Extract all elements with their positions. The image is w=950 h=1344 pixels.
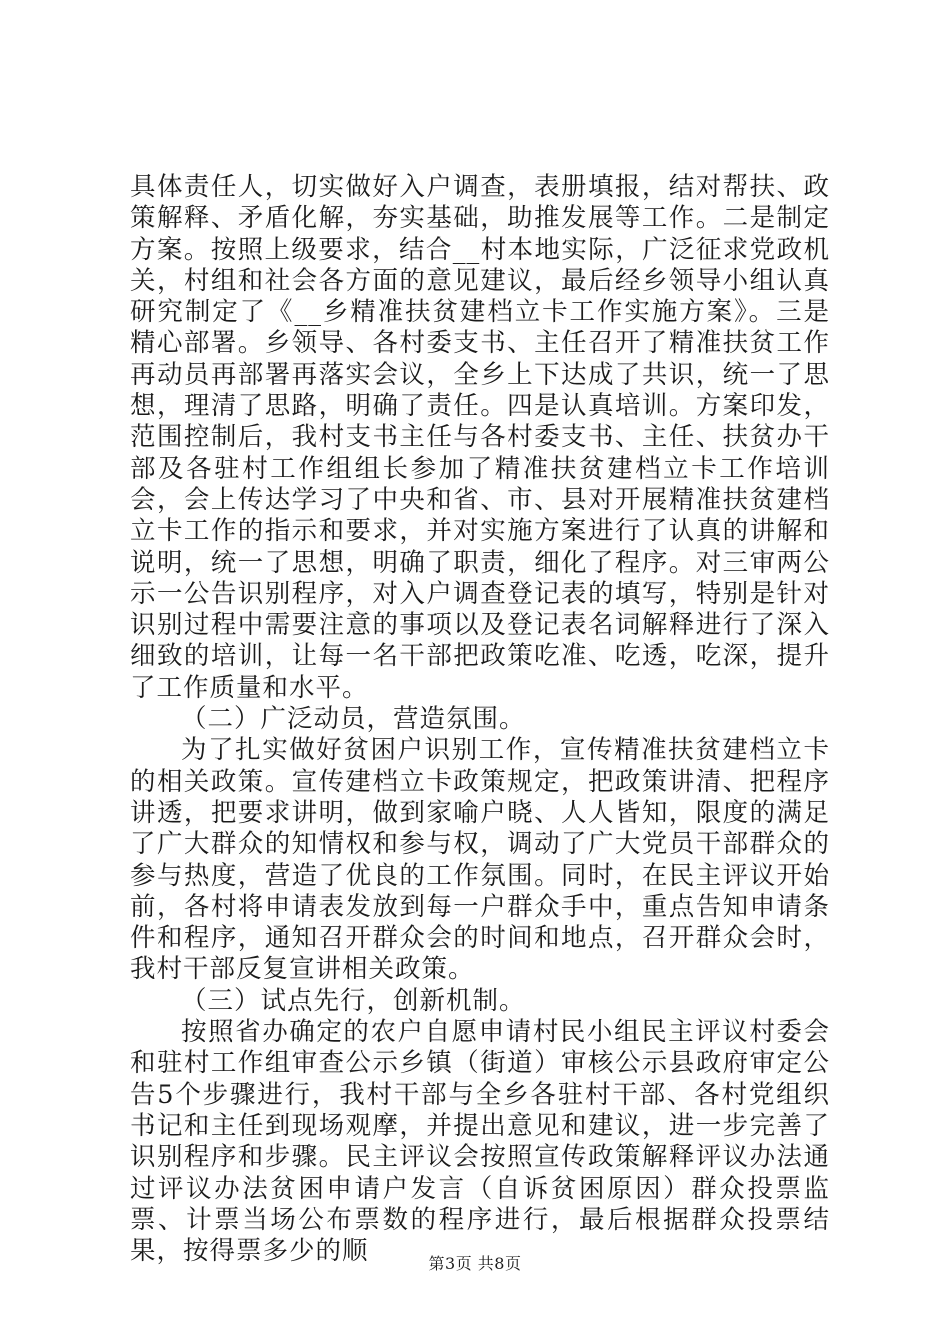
page-number-footer: 第3页 共8页 — [428, 1254, 522, 1273]
document-body — [130, 172, 830, 1267]
section-heading-pilot: （三）试点先行，创新机制。 — [181, 985, 526, 1016]
section-heading-mobilization: （二）广泛动员，营造氛围。 — [181, 704, 526, 735]
paragraph-mobilization: 为了扎实做好贫困户识别工作，宣传精准扶贫建档立卡的相关政策。宣传建档立卡政策规定，把政策讲清、把程序讲透，把要求讲明，做到家喻户晓、人人皆知，限度的满足了广大群众的知情权和参与权，调动了广大党员干部群众的参与热度，营造了优良的工作氛围。同时，在民主评议开始前，各村将申请表发放到每一户群众手中，重点告知申请条件和程序，通知召开群众会的时间和地点，召开群众会时，我村干部反复宣讲相关政策。 — [130, 735, 830, 985]
paragraph-training: 具体责任人，切实做好入户调查，表册填报，结对帮扶、政策解释、矛盾化解，夯实基础，助推发展等工作。二是制定方案。按照上级要求，结合__村本地实际，广泛征求党政机关，村组和社会各方面的意见建议，最后经乡领导小组认真研究制定了《__乡精准扶贫建档立卡工作实施方案》。三是精心部署。乡领导、各村委支书、主任召开了精准扶贫工作再动员再部署再落实会议，全乡上下达成了共识，统一了思想，理清了思路，明确了责任。四是认真培训。方案印发，范围控制后，我村支书主任与各村委支书、主任、扶贫办干部及各驻村工作组组长参加了精准扶贫建档立卡工作培训会，会上传达学习了中央和省、市、县对开展精准扶贫建档立卡工作的指示和要求，并对实施方案进行了认真的讲解和说明，统一了思想，明确了职责，细化了程序。对三审两公示一公告识别程序，对入户调查登记表的填写，特别是针对识别过程中需要注意的事项以及登记表名词解释进行了深入细致的培训，让每一名干部把政策吃准、吃透，吃深，提升了工作质量和水平。 — [130, 172, 830, 703]
paragraph-pilot: 按照省办确定的农户自愿申请村民小组民主评议村委会和驻村工作组审查公示乡镇（街道）审核公示县政府审定公告5个步骤进行，我村干部与全乡各驻村干部、各村党组织书记和主任到现场观摩，并提出意见和建议，进一步完善了识别程序和步骤。民主评议会按照宣传政策解释评议办法通过评议办法贫困申请户发言（自诉贫困原因）群众投票监票、计票当场公布票数的程序进行，最后根据群众投票结果，按得票多少的顺 — [130, 1017, 830, 1267]
